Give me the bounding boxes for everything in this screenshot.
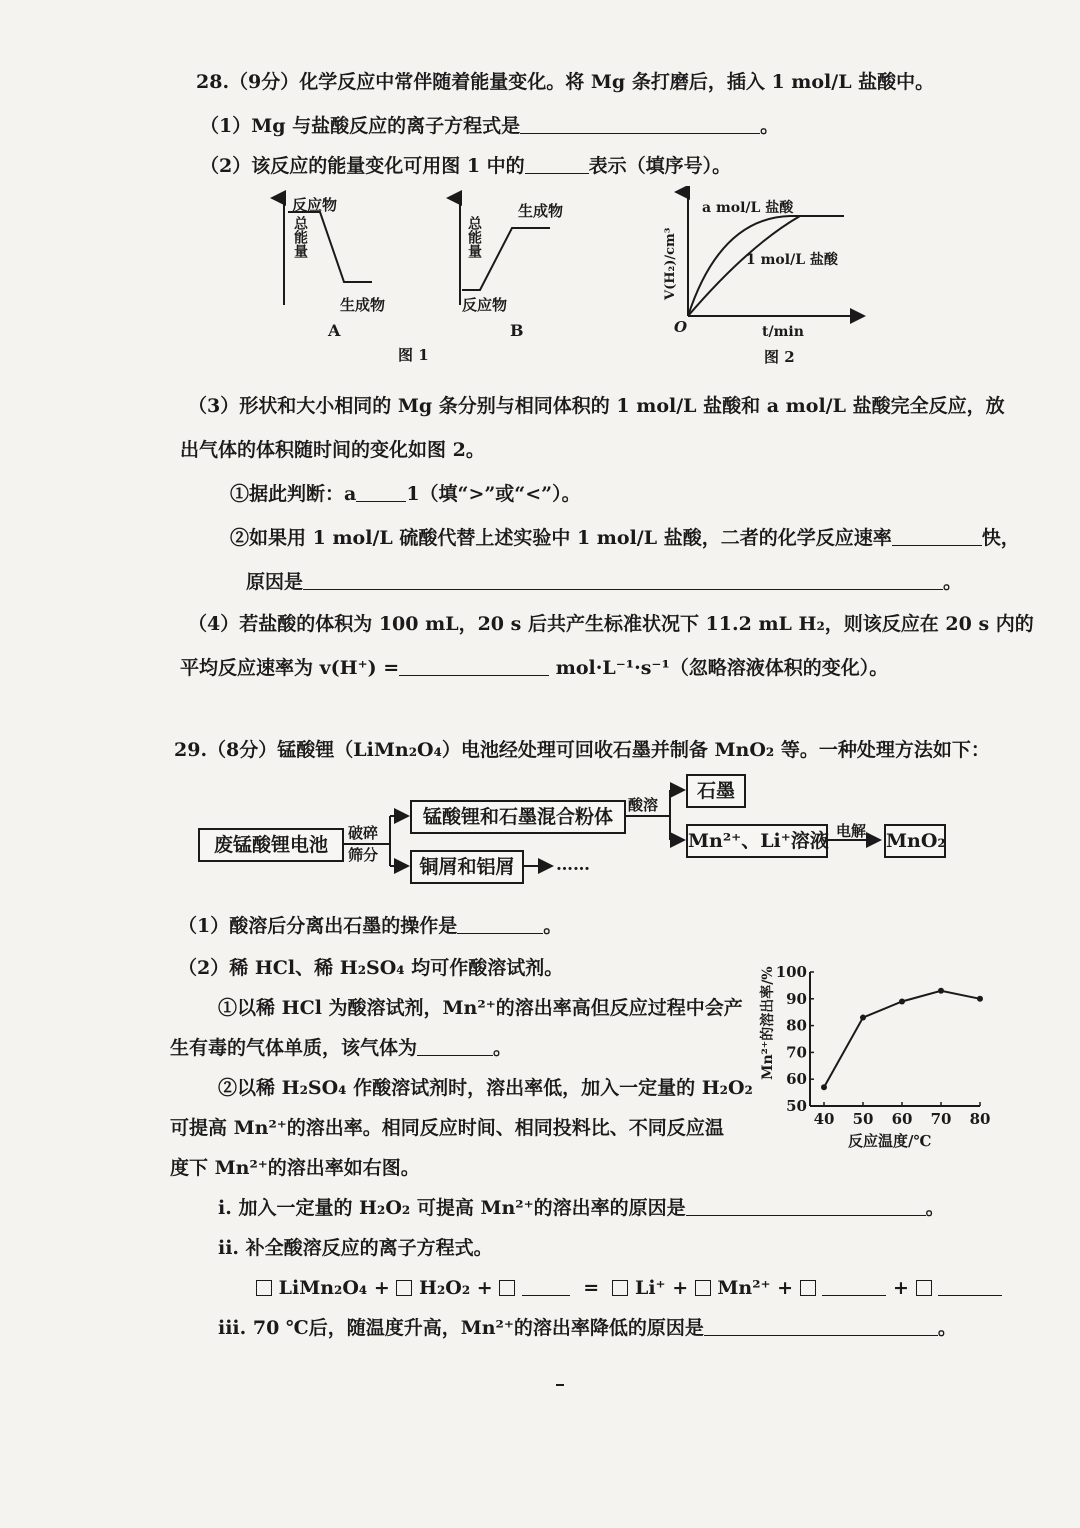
q29-part-iii-period: 。 [937,1317,957,1339]
chart-point [977,996,983,1002]
eq-coef-box-7[interactable] [916,1280,932,1296]
q28-part3-sub2-text-end: 快， [981,527,1020,549]
q29-part-i-text: i. 加入一定量的 H₂O₂ 可提高 Mn²⁺的溶出率的原因是 [218,1197,686,1219]
q28-part3-reason [246,570,962,594]
q29-part-i-blank[interactable] [686,1197,926,1216]
q28-part3-sub2-blank[interactable] [892,527,982,546]
eq-term-5: Mn²⁺ + [717,1277,794,1299]
q28-part3-sub2 [230,526,1020,550]
mn-dissolution-chart [748,960,998,1156]
chart-point [938,988,944,994]
chart-ticks [776,963,991,1128]
q28-part3-sub1-text: ①据此判断：a [230,483,357,505]
q29-part2-sub1-blank[interactable] [417,1037,493,1056]
fig1b-product-label: 生成物 [518,202,564,220]
chart-y-tick-label: 80 [786,1016,807,1035]
q29-part2-sub1-text: 生有毒的气体单质，该气体为 [170,1037,418,1059]
q29-part1 [178,914,562,938]
q29-part2-sub1-period: 。 [493,1037,513,1059]
q29-header: 29.（8分）锰酸锂（LiMn₂O₄）电池经处理可回收石墨并制备 MnO₂ 等。一种处理方法如下： [174,739,990,761]
eq-coef-box-4[interactable] [612,1280,628,1296]
q28-part2-text-end: 表示（填序号）。 [588,155,732,177]
eq-coef-box-1[interactable] [256,1280,272,1296]
flow-label-electrolysis: 电解 [836,822,867,840]
chart-axes [810,972,980,1106]
q29-part2-sub2-line3: 度下 Mn²⁺的溶出率如右图。 [170,1157,420,1179]
fig2-curve-1-label: 1 mol/L 盐酸 [746,252,838,268]
q28-part3-sub1-text-end: 1（填“>”或“<”）。 [406,483,581,505]
q28-part4-text: 平均反应速率为 v(H⁺) = [180,657,400,679]
flow-box-graphite: 石墨 [686,774,746,808]
q28-part2-text: （2）该反应的能量变化可用图 1 中的 [200,155,525,177]
fig2-caption: 图 2 [764,348,795,366]
page-mark [556,1384,564,1386]
flow-dots: …… [556,855,590,875]
eq-blank-1[interactable] [522,1277,570,1296]
fig1b-reactant-label: 反应物 [462,296,508,314]
flow-box-product: MnO₂ [884,824,946,858]
chart-y-tick-label: 60 [786,1070,807,1089]
chart-x-tick-label: 60 [891,1110,913,1128]
fig2-y-label: V(H₂)/cm³ [663,227,678,300]
q29-part1-period: 。 [543,915,563,937]
fig2-x-label: t/min [762,324,804,340]
fig1a-product-label: 生成物 [340,296,386,314]
chart-x-tick-label: 80 [969,1110,991,1128]
q28-part4-unit: mol·L⁻¹·s⁻¹（忽略溶液体积的变化）。 [555,657,889,679]
q29-part2-sub1-line1: ①以稀 HCl 为酸溶试剂，Mn²⁺的溶出率高但反应过程中会产 [218,997,743,1019]
q28-part1 [200,114,779,138]
q29-part2: （2）稀 HCl、稀 H₂SO₄ 均可作酸溶试剂。 [178,957,564,979]
fig1b-caption: B [510,321,524,340]
q29-part2-sub1-line2 [170,1036,512,1060]
fig1b-energy-path [462,228,550,290]
q29-part-i [218,1196,945,1220]
q28-part3-sub1 [230,482,581,506]
chart-series-line [824,991,980,1087]
q29-part-iii-text: iii. 70 ℃后，随温度升高，Mn²⁺的溶出率降低的原因是 [218,1317,704,1339]
fig1-caption: 图 1 [398,346,429,364]
flow-box-start: 废锰酸锂电池 [198,828,344,862]
q29-part-i-period: 。 [925,1197,945,1219]
eq-equals: = [583,1277,600,1299]
fig1a-reactant-label: 反应物 [292,196,338,214]
q29-part2-sub2-line2: 可提高 Mn²⁺的溶出率。相同反应时间、相同投料比、不同反应温 [170,1117,724,1139]
chart-x-tick-label: 50 [852,1110,874,1128]
flow-label-crush: 破碎 [348,824,379,842]
q28-header: 28.（9分）化学反应中常伴随着能量变化。将 Mg 条打磨后，插入 1 mol/L 盐酸中。 [196,71,935,93]
figure-1 [250,190,600,370]
q28-part1-blank[interactable] [520,115,760,134]
eq-blank-2[interactable] [822,1277,886,1296]
chart-point [860,1015,866,1021]
chart-y-tick-label: 70 [786,1043,807,1062]
q28-part1-text: （1）Mg 与盐酸反应的离子方程式是 [200,115,521,137]
q29-part-iii-blank[interactable] [704,1317,938,1336]
q29-equation [256,1276,1002,1300]
q29-part-iii [218,1316,957,1340]
eq-coef-box-5[interactable] [695,1280,711,1296]
fig1a-y-label: 总能量 [266,216,308,232]
flow-box-powder: 锰酸锂和石墨混合粉体 [410,800,626,834]
eq-term-4: Li⁺ + [634,1277,689,1299]
fig1b-y-label: 总能量 [440,216,482,232]
q28-part3-reason-text: 原因是 [246,571,304,593]
q29-part1-text: （1）酸溶后分离出石墨的操作是 [178,915,458,937]
chart-x-tick-label: 40 [813,1110,835,1128]
eq-coef-box-6[interactable] [800,1280,816,1296]
q28-part3-sub1-blank[interactable] [356,483,406,502]
flow-label-sieve: 筛分 [348,846,379,864]
chart-x-label: 反应温度/℃ [848,1132,932,1150]
flow-box-scrap: 铜屑和铝屑 [410,850,524,884]
chart-y-label: Mn²⁺的溶出率/% [760,966,776,1080]
chart-point [899,998,905,1004]
q28-part2 [200,154,731,178]
eq-blank-3[interactable] [938,1277,1002,1296]
q28-part4-line2 [180,656,888,680]
q28-part4-line1: （4）若盐酸的体积为 100 mL，20 s 后共产生标准状况下 11.2 mL H₂，则该反应在 20 s 内的 [188,613,1034,635]
eq-plus: + [892,1277,909,1299]
q29-part2-sub2-line1: ②以稀 H₂SO₄ 作酸溶试剂时，溶出率低，加入一定量的 H₂O₂ [218,1077,753,1099]
q28-part4-blank[interactable] [399,657,549,676]
eq-coef-box-2[interactable] [396,1280,412,1296]
eq-term-1: LiMn₂O₄ + [278,1277,390,1299]
q28-part3-line2: 出气体的体积随时间的变化如图 2。 [180,439,485,461]
figure-2 [660,186,880,372]
q28-part2-blank[interactable] [525,155,589,174]
q28-part1-period: 。 [760,115,780,137]
q28-part3-line1: （3）形状和大小相同的 Mg 条分别与相同体积的 1 mol/L 盐酸和 a mol/L 盐酸完全反应，放 [188,395,1005,417]
q28-part3-reason-period: 。 [943,571,963,593]
flow-label-acid: 酸溶 [628,796,659,814]
chart-y-tick-label: 100 [775,963,807,981]
eq-coef-box-3[interactable] [499,1280,515,1296]
chart-point [821,1084,827,1090]
fig1a-caption: A [328,321,341,340]
chart-y-tick-label: 50 [786,1097,807,1115]
fig2-curve-a-label: a mol/L 盐酸 [702,200,794,216]
fig2-origin: O [674,318,688,336]
chart-marks [821,988,983,1090]
flow-box-solution: Mn²⁺、Li⁺溶液 [686,824,828,858]
eq-term-2: H₂O₂ + [419,1277,493,1299]
q28-part3-sub2-text: ②如果用 1 mol/L 硫酸代替上述实验中 1 mol/L 盐酸，二者的化学反应速率 [230,527,892,549]
q28-part3-reason-blank[interactable] [303,571,943,590]
chart-x-tick-label: 70 [930,1110,952,1128]
q29-part-ii: ii. 补全酸溶反应的离子方程式。 [218,1237,493,1259]
q29-part1-blank[interactable] [457,915,543,934]
chart-y-tick-label: 90 [786,989,807,1008]
